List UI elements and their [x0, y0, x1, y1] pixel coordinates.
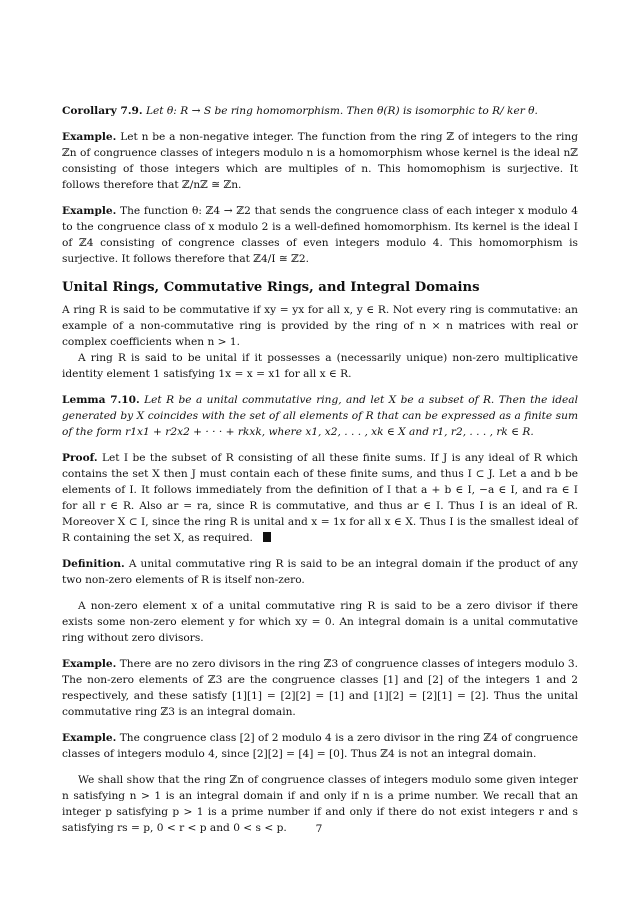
example-text: The function θ: ℤ4 → ℤ2 that sends the congruence class of each integer x modulo 4 to the congruence class of x modulo 2 is a well-defined homomorphism. Its kernel is the ideal I of ℤ4 consisting of congrence classes of even integers modulo 4. This homomorphism is surjective. It follows therefore that ℤ4/I ≅ ℤ2. [62, 205, 578, 265]
commutative-definition-paragraph: A ring R is said to be commutative if xy = yx for all x, y ∈ R. Not every ring is commutative: an example of a non-commutative ring is provided by the ring of n × n matrices with real or complex coefficients when n > 1. [62, 304, 578, 348]
lemma-label: Lemma 7.10. [62, 394, 140, 406]
example-text: There are no zero divisors in the ring ℤ3 of congruence classes of integers modulo 3. The non-zero elements of ℤ3 are the congruence classes [1] and [2] of the integers 1 and 2 respectively, and these satisfy [1][1] = [2][2] = [1] and [1][2] = [2][1] = [2]. Thus the unital commutative ring ℤ3 is an integral domain. [62, 658, 578, 718]
example-label: Example. [62, 732, 117, 744]
proof-text: Let I be the subset of R consisting of all these finite sums. If J is any ideal of R which contains the set X then J must contain each of these finite sums, and thus I ⊂ J. Let a and b be elements of I. It follows immediately from the definition of I that a + b ∈ I, −a ∈ I, and ra ∈ I for all r ∈ R. Also ar = ra, since R is commutative, and thus ar ∈ I. Thus I is an ideal of R. Moreover X ⊂ I, since the ring R is unital and x = 1x for all x ∈ X. Thus I is the smallest ideal of R containing the set X, as required. [62, 452, 579, 544]
zero-divisor-paragraph: A non-zero element x of a unital commutative ring R is said to be a zero divisor if there exists some non-zero element y for which xy = 0. An integral domain is a unital commutative ring without zero divisors. [62, 600, 578, 644]
example-text: Let n be a non-negative integer. The function from the ring ℤ of integers to the ring ℤn of congruence classes of integers modulo n is a homomorphism whose kernel is the ideal nℤ consisting of those integers which are multiples of n. This homomophism is surjective. It follows therefore that ℤ/nℤ ≅ ℤn. [62, 131, 578, 191]
example-z3-integral-domain [62, 656, 578, 720]
prime-modulus-paragraph: We shall show that the ring ℤn of congruence classes of integers modulo some given integer n satisfying n > 1 is an integral domain if and only if n is a prime number. We recall that an integer p satisfying p > 1 is a prime number if and only if there do not exist integers r and s satisfying rs = p, 0 < r < p and 0 < s < p. [62, 774, 578, 834]
proof-label: Proof. [62, 452, 98, 464]
lemma-text: Let R be a unital commutative ring, and let X be a subset of R. Then the ideal generated by X coincides with the set of all elements of R that can be expressed as a finite sum of the form r1x1 + r2x2 + · · · + rkxk, where x1, x2, . . . , xk ∈ X and r1, r2, . . . , rk ∈ R. [62, 394, 578, 438]
example-homomorphism-z4-z2 [62, 203, 578, 267]
definition-label: Definition. [62, 558, 125, 570]
lemma-7-10 [62, 392, 578, 440]
example-label: Example. [62, 131, 117, 143]
unital-definition-paragraph: A ring R is said to be unital if it possesses a (necessarily unique) non-zero multiplicative identity element 1 satisfying 1x = x = x1 for all x ∈ R. [62, 352, 578, 380]
definition-text: A unital commutative ring R is said to be an integral domain if the product of any two non-zero elements of R is itself non-zero. [62, 558, 578, 586]
corollary-label: Corollary 7.9. [62, 105, 143, 117]
qed-square-icon [263, 532, 271, 542]
section-heading: Unital Rings, Commutative Rings, and Integral Domains [62, 280, 480, 295]
example-label: Example. [62, 205, 117, 217]
page-number: 7 [315, 823, 323, 835]
example-label: Example. [62, 658, 117, 670]
proof [62, 450, 578, 546]
example-text: The congruence class [2] of 2 modulo 4 is a zero divisor in the ring ℤ4 of congruence classes of integers modulo 4, since [2][2] = [4] = [0]. Thus ℤ4 is not an integral domain. [62, 732, 578, 760]
page-content [62, 103, 578, 836]
example-homomorphism-z-zn [62, 129, 578, 193]
integral-domain-definition [62, 556, 578, 588]
example-z4-zero-divisor [62, 730, 578, 762]
corollary-7-9 [62, 103, 578, 119]
corollary-text: Let θ: R → S be ring homomorphism. Then θ(R) is isomorphic to R/ ker θ. [145, 105, 538, 117]
